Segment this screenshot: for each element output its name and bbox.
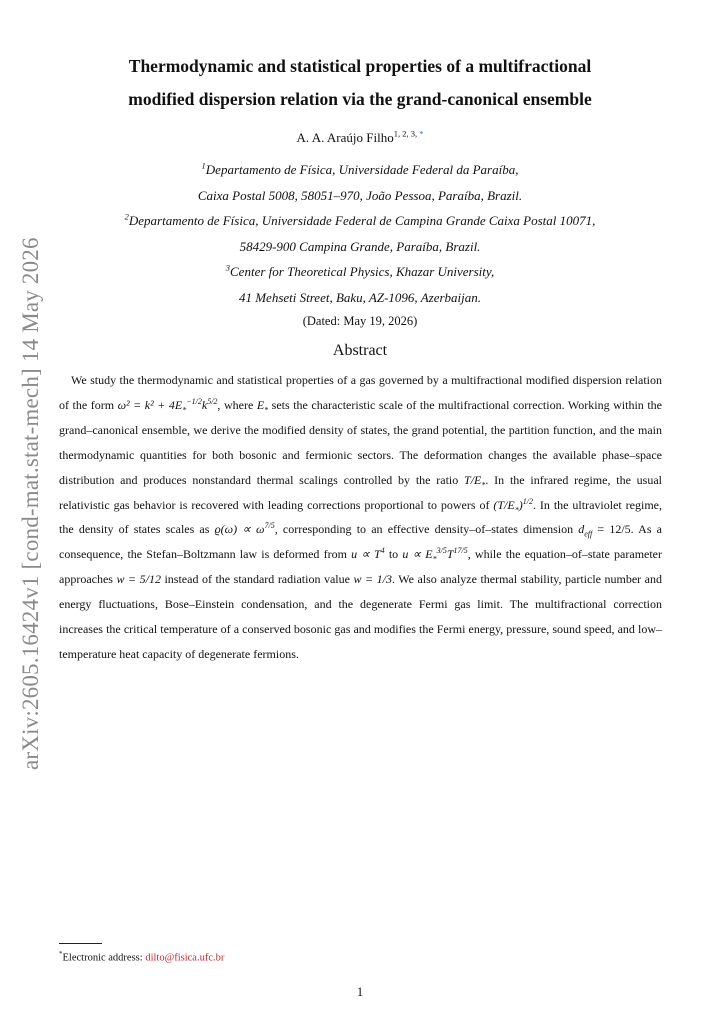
abstract-text: We study the thermodynamic and statistical properties of a gas governed by a multifractional modified dispersion relation of the form [59, 373, 662, 412]
abstract-text: . As a consequence, the Stefan–Boltzmann law is deformed from [59, 522, 662, 562]
symbol-power: $(T/E_*)^{1/2}$ [493, 496, 533, 514]
abstract-text: . In the infrared regime, the usual relativistic gas behavior is recovered with leading corrections proportional to powers of [59, 472, 663, 512]
title-line-2: modified dispersion relation via the grand-canonical ensemble [128, 89, 592, 109]
title-line-1: Thermodynamic and statistical properties of a multifractional [128, 56, 592, 76]
affiliation-text: Caixa Postal 5008, 58051–970, João Pessoa, Paraíba, Brazil. [197, 187, 523, 203]
affiliation-text: 41 Mehseti Street, Baku, AZ-1096, Azerbaijan. [238, 289, 482, 305]
equation-dispersion: $\omega^2 = k^2 + 4E_*^{-1/2}k^{5/2}$ [117, 396, 218, 415]
footnote-label: Electronic address: [62, 952, 146, 964]
equation-w-eos: w = 5/12 [116, 572, 161, 587]
symbol-deff: $d_{eff}$ [578, 522, 593, 539]
affiliation-line [40, 234, 680, 260]
affiliation-text: Departamento de Física, Universidade Federal de Campina Grande Caixa Postal 10071, [128, 213, 596, 229]
dated-line: (Dated: May 19, 2026) [302, 314, 418, 328]
paper-title [60, 50, 660, 116]
equation-dos: $ϱ(\omega) \propto \omega^{7/5}$ [214, 521, 275, 537]
footnote-mark: * [59, 950, 63, 958]
email-link[interactable]: dilto@fisica.ufc.br [145, 952, 225, 964]
abstract-text: . We also analyze thermal stability, particle number and energy fluctuations, Bose–Einstein condensation, and the degenerate Fermi gas limit. The multifractional correction increases the critical temperature of a conserved bosonic gas and modifies the Fermi energy, pressure, sound speed, and low–temperature heat capacity of degenerate fermions. [59, 572, 662, 661]
affiliation-line [40, 183, 680, 209]
abstract-text: , where [217, 397, 257, 412]
page-number: 1 [356, 985, 364, 999]
abstract-text: , while the equation–of–state parameter approaches [59, 547, 663, 587]
abstract-text: sets the characteristic scale of the multifractional correction. Working within the grand–canonical ensemble, we derive the modified density of states, the grand potential, the partition function, and the main thermodynamic quantities for both bosonic and fermionic sectors. The deformation changes the available phase–space distribution and produces nonstandard thermal scalings controlled by the ratio [59, 397, 662, 487]
abstract-text: to [384, 547, 403, 562]
affiliation-mark: 2 [124, 211, 129, 222]
abstract-text: , corresponding to an effective density–of–states dimension [274, 522, 579, 537]
affiliation-mark: 3 [225, 263, 231, 274]
equation-w-radiation: w = 1/3 [353, 572, 392, 587]
affiliation-line [40, 285, 680, 311]
affiliation-line [40, 157, 680, 183]
arxiv-identifier [18, 230, 58, 770]
arxiv-identifier-text: arXiv:2605.16424v1 [cond-mat.stat-mech] 14 May 2026 [18, 237, 43, 770]
abstract-text: instead of the standard radiation value [160, 572, 354, 587]
affiliation-text: Departamento de Física, Universidade Federal da Paraíba, [205, 162, 519, 177]
equation-sb-standard: $u \propto T^4$ [351, 546, 385, 562]
affiliations [40, 157, 680, 311]
equation-sb-deformed: $u \propto E_*^{3/5}T^{17/5}$ [402, 546, 468, 564]
author-name: A. A. Araújo Filho [296, 130, 394, 145]
affiliation-mark: 1 [201, 160, 206, 171]
footnote-rule [59, 943, 102, 944]
symbol-ratio: $T/E_*$ [464, 472, 486, 490]
abstract-body [59, 368, 662, 667]
author-line [60, 128, 660, 148]
symbol-e-star: $E_*$ [256, 397, 269, 415]
deff-value: = 12/5 [592, 522, 631, 537]
author-affil-marks: 1, 2, 3, [393, 128, 420, 139]
affiliation-text: 58429-900 Campina Grande, Paraíba, Brazil. [239, 238, 481, 254]
author-footnote-link[interactable]: * [419, 128, 424, 139]
affiliation-line [40, 208, 680, 234]
affiliation-line [40, 259, 680, 285]
affiliation-text: Center for Theoretical Physics, Khazar University, [230, 264, 495, 280]
footnote [59, 950, 224, 964]
abstract-text: . In the ultraviolet regime, the density of states scales as [59, 497, 662, 537]
abstract-heading: Abstract [332, 342, 388, 359]
